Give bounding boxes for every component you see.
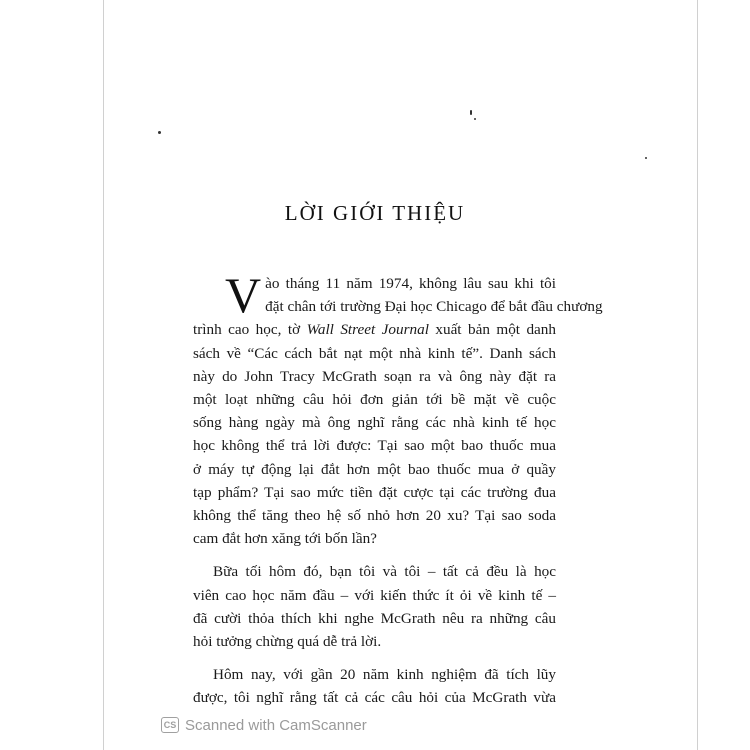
scan-speck [474,118,476,120]
chapter-title: LỜI GIỚI THIỆU [284,201,466,225]
scan-speck [645,157,647,159]
text-line: đặt chân tới trường Đại học Chicago để bắt đầu chương [265,298,603,316]
paragraph-2 [193,560,556,653]
text-line: sách về “Các cách bắt nạt một nhà kinh tế”. Danh sách [193,344,556,362]
watermark-text: Scanned with CamScanner [185,716,367,734]
text-line: học không thể trả lời được: Tại sao một bao thuốc mua [193,437,556,455]
newspaper-name: Wall Street Journal [306,321,429,339]
text-line: Hôm nay, với gần 20 năm kinh nghiệm đã tích lũy [213,666,556,684]
text-line: Bữa tối hôm đó, bạn tôi và tôi – tất cả đều là học [213,563,556,581]
body-text [193,267,603,720]
text-run: xuất bản một danh [428,321,556,339]
text-line: hỏi tưởng chừng quá dễ trả lời. [193,633,382,651]
text-line: một loạt những câu hỏi đơn giản tới bề mặt về cuộc [193,391,556,409]
text-line: ào tháng 11 năm 1974, không lâu sau khi tôi [265,275,556,292]
paragraph-3 [193,663,556,709]
text-line: ở máy tự động lại đắt hơn một bao thuốc mua ở quầy [193,460,556,478]
camscanner-logo-icon: CS [161,717,179,733]
camscanner-watermark [161,714,367,736]
scan-speck [158,131,161,134]
text-line: này do John Tracy McGrath soạn ra và ông này đặt ra [193,367,556,385]
drop-cap: V [225,267,262,323]
text-line: cam đắt hơn xăng tới bốn lần? [193,530,377,548]
text-line: không thể tăng theo hệ số nhỏ hơn 20 xu? Tại sao soda [193,507,556,525]
text-run: trình cao học, tờ [193,321,307,339]
text-line: tạp phẩm? Tại sao mức tiền đặt cược tại các trường đua [193,483,556,501]
text-line [193,318,556,341]
text-line: sống hàng ngày mà ông nghĩ rằng các nhà kinh tế học [193,414,556,432]
paragraph-1 [193,267,603,550]
text-line: đã cười thỏa thích khi nghe McGrath nêu ra những câu [193,609,556,627]
text-line: được, tôi nghĩ rằng tất cả các câu hỏi của McGrath vừa [193,689,556,707]
scan-speck [470,110,472,115]
text-line: viên cao học năm đầu – với kiến thức ít ỏi về kinh tế – [193,586,556,604]
